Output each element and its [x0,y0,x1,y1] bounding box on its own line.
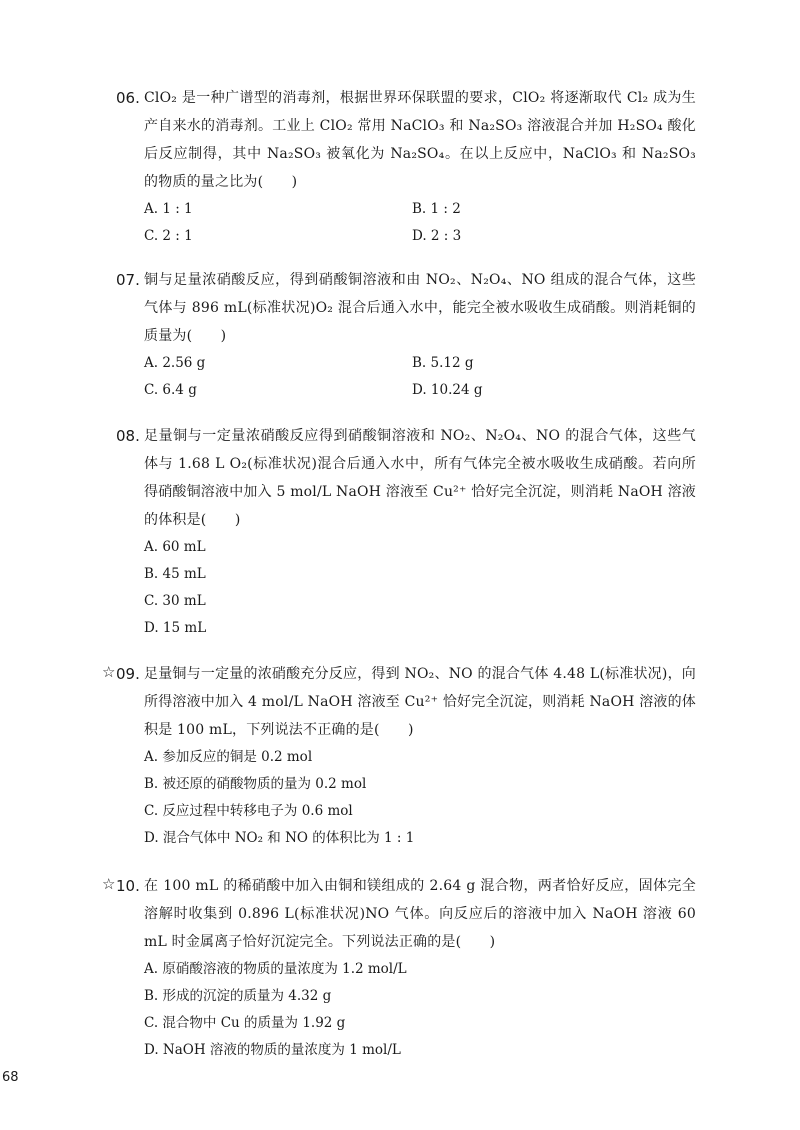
option-c: C. 2 : 1 [144,228,193,244]
option-b: B. 1 : 2 [412,201,461,217]
star-icon: ☆ [102,875,116,893]
question-stem: 铜与足量浓硝酸反应，得到硝酸铜溶液和由 NO₂、N₂O₄、NO 组成的混合气体，这些气体与 896 mL(标准状况)O₂ 混合后通入水中，能完全被水吸收生成硝酸。则消耗铜的质量为( ) [144,272,696,344]
option-a: A. 参加反应的铜是 0.2 mol [144,749,313,765]
option-b: B. 45 mL [144,566,206,582]
question-stem: 足量铜与一定量浓硝酸反应得到硝酸铜溶液和 NO₂、N₂O₄、NO 的混合气体，这些气体与 1.68 L O₂(标准状况)混合后通入水中，所有气体完全被水吸收生成硝酸。若向所得硝酸铜溶液中加入 5 mol/L NaOH 溶液至 Cu²⁺ 恰好完全沉淀，则消耗 NaOH 溶液的体积是( ) [144,428,696,528]
option-c: C. 混合物中 Cu 的质量为 1.92 g [144,1015,346,1031]
option-a: A. 1 : 1 [144,201,193,217]
option-d: D. 15 mL [144,620,207,636]
option-b: B. 形成的沉淀的质量为 4.32 g [144,988,332,1004]
page-number: 68 [2,1070,19,1085]
question-number: 10. [116,877,140,895]
option-d: D. 10.24 g [412,382,483,398]
option-a: A. 原硝酸溶液的物质的量浓度为 1.2 mol/L [144,961,407,977]
question-number: 09. [116,665,140,683]
option-b: B. 5.12 g [412,355,474,371]
option-d: D. NaOH 溶液的物质的量浓度为 1 mol/L [144,1042,401,1058]
option-c: C. 反应过程中转移电子为 0.6 mol [144,803,353,819]
question-stem: 在 100 mL 的稀硝酸中加入由铜和镁组成的 2.64 g 混合物，两者恰好反应，固体完全溶解时收集到 0.896 L(标准状况)NO 气体。向反应后的溶液中加入 NaOH 溶液 60 mL 时金属离子恰好沉淀完全。下列说法正确的是( ) [144,878,696,950]
star-icon: ☆ [102,663,116,681]
question-number: 08. [116,427,140,445]
question-stem: ClO₂ 是一种广谱型的消毒剂，根据世界环保联盟的要求，ClO₂ 将逐渐取代 Cl₂ 成为生产自来水的消毒剂。工业上 ClO₂ 常用 NaClO₃ 和 Na₂SO₃ 溶液混合并加 H₂SO₄ 酸化后反应制得，其中 Na₂SO₃ 被氧化为 Na₂SO₄。在以上反应中，NaClO₃ 和 Na₂SO₃ 的物质的量之比为( ) [144,90,696,190]
question-number: 07. [116,271,140,289]
question-stem: 足量铜与一定量的浓硝酸充分反应，得到 NO₂、NO 的混合气体 4.48 L(标准状况)，向所得溶液中加入 4 mol/L NaOH 溶液至 Cu²⁺ 恰好完全沉淀，则消耗 NaOH 溶液的体积是 100 mL，下列说法不正确的是( ) [144,666,696,738]
question-number: 06. [116,89,140,107]
option-d: D. 混合气体中 NO₂ 和 NO 的体积比为 1 : 1 [144,830,415,846]
option-a: A. 2.56 g [144,355,206,371]
option-d: D. 2 : 3 [412,228,462,244]
option-a: A. 60 mL [144,539,206,555]
option-c: C. 6.4 g [144,382,197,398]
option-c: C. 30 mL [144,593,206,609]
option-b: B. 被还原的硝酸物质的量为 0.2 mol [144,776,367,792]
